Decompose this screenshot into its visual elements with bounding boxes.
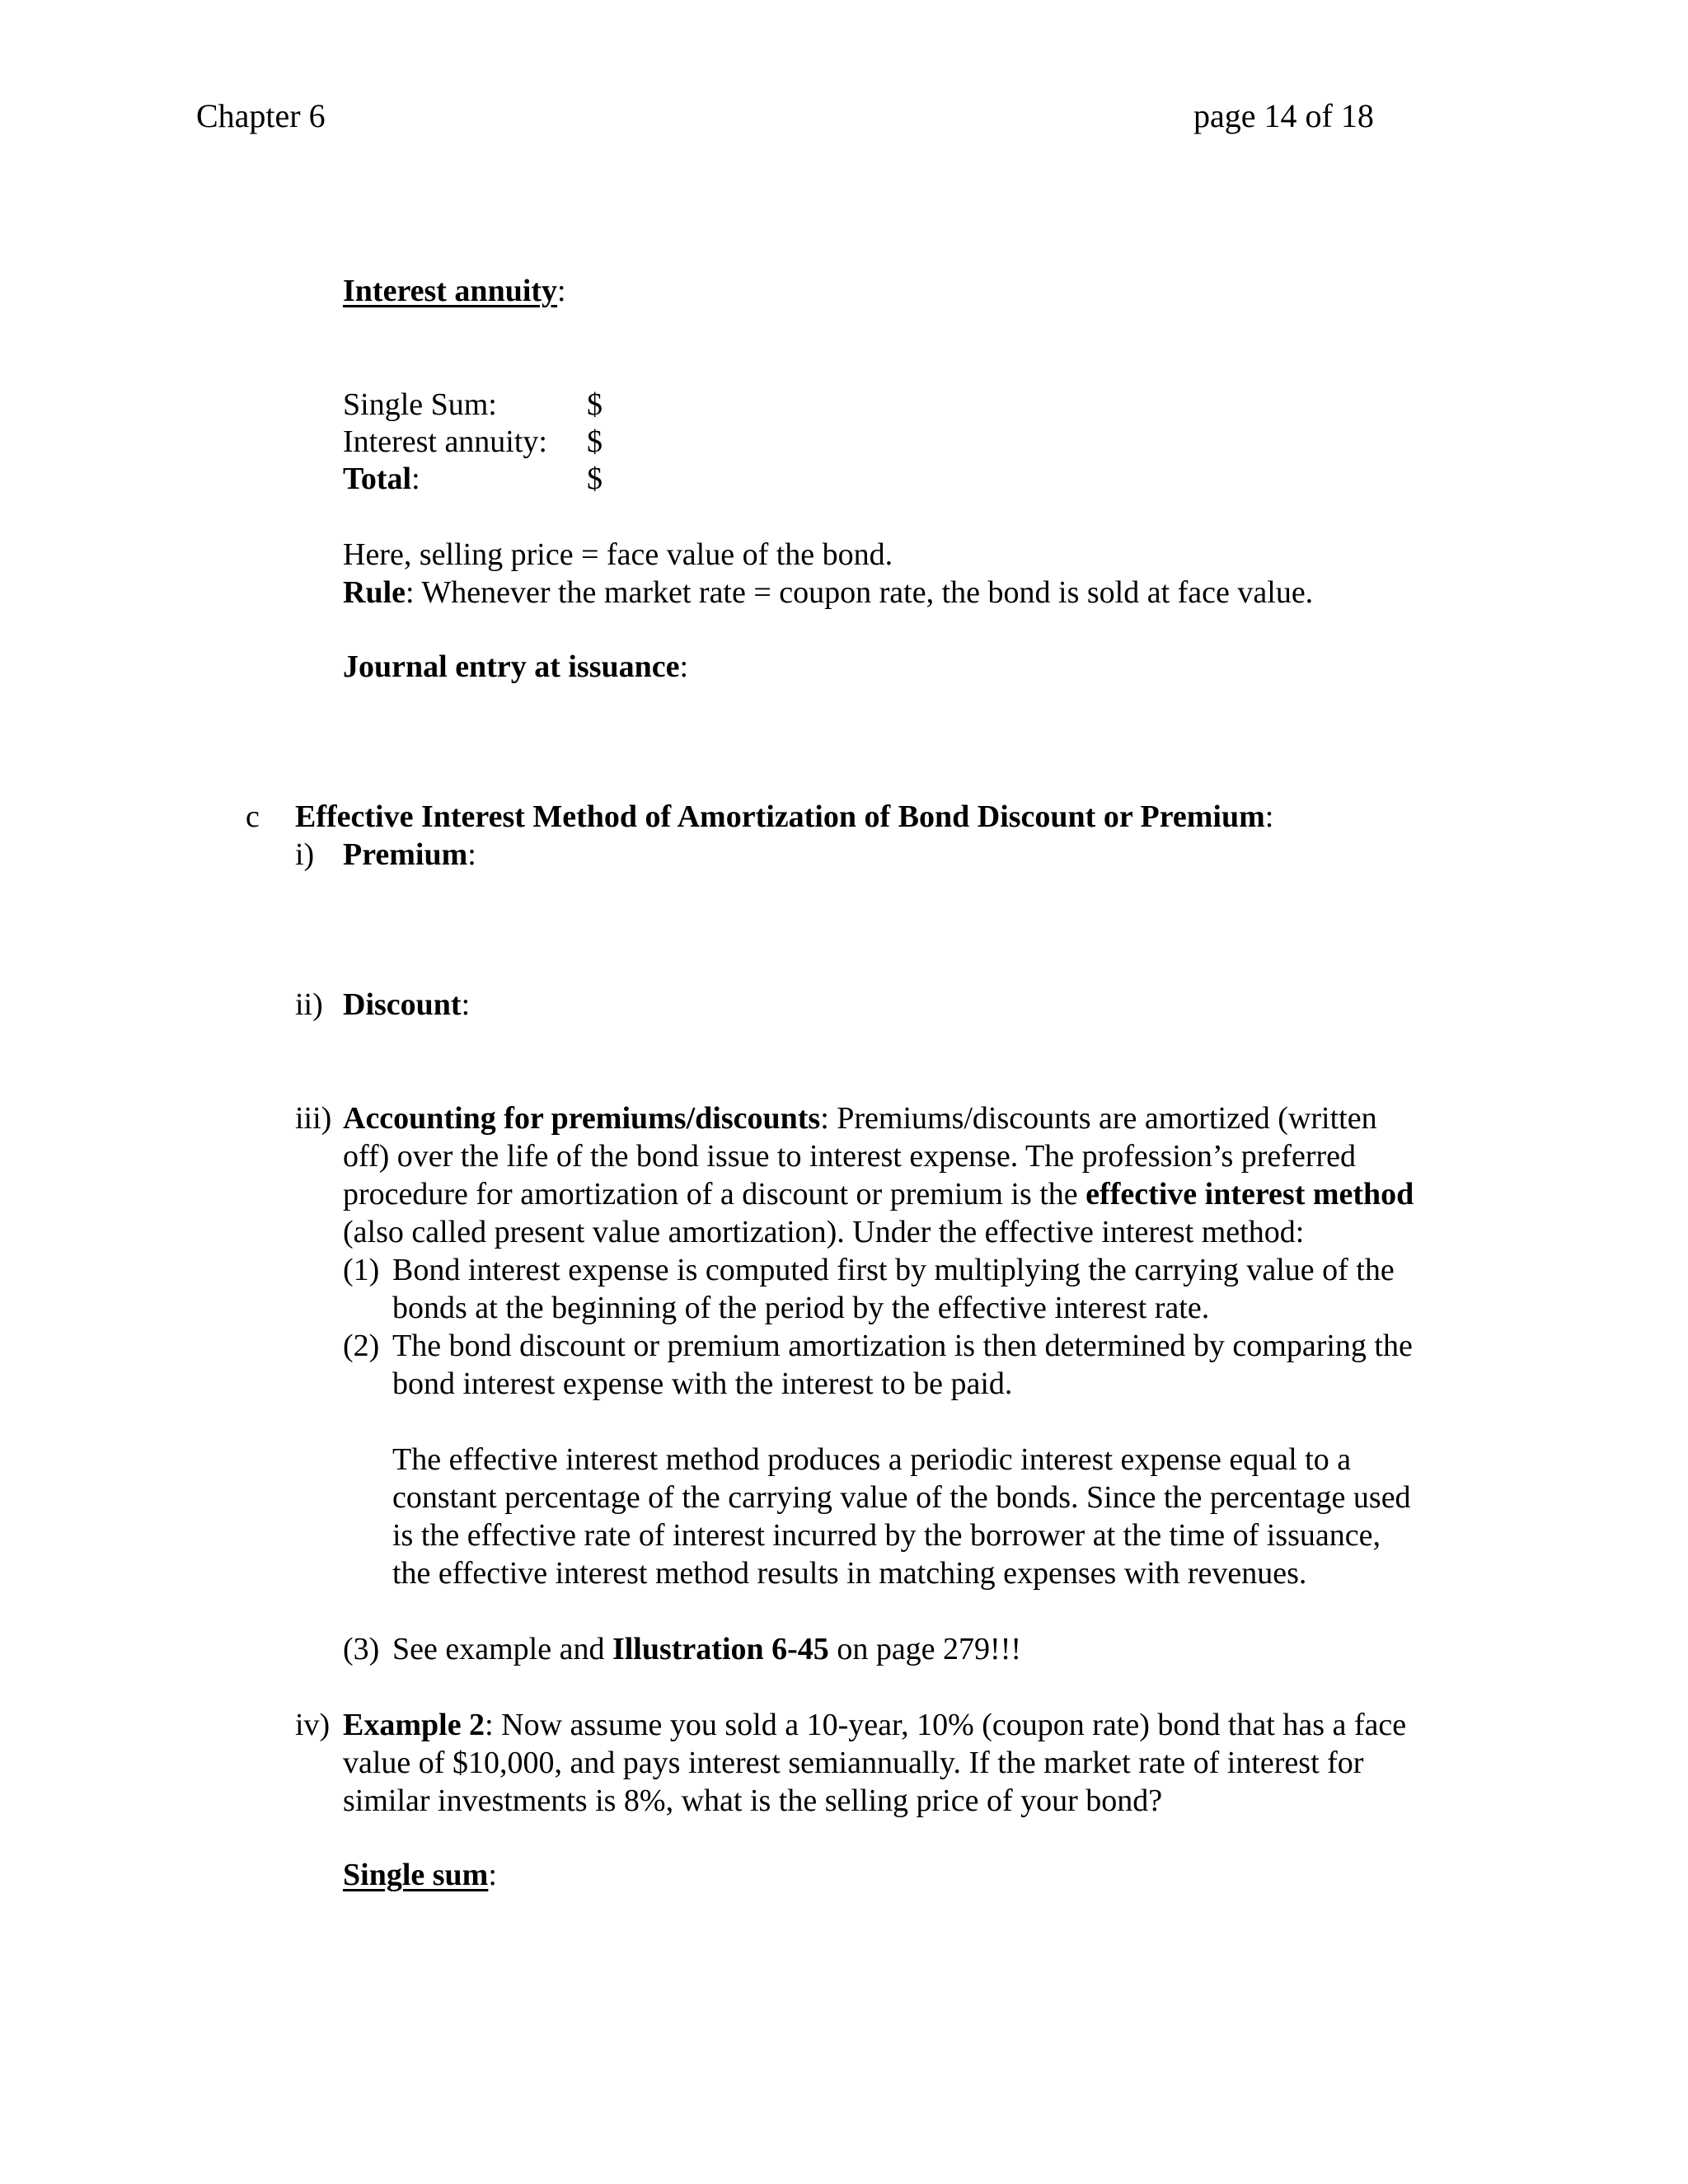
section-c-title	[295, 798, 1273, 836]
premium-heading	[343, 836, 476, 874]
chapter-label: Chapter 6	[196, 97, 326, 134]
step-1-line-1: Bond interest expense is computed first by multiplying the carrying value of the	[392, 1253, 1395, 1287]
interest-annuity-heading-colon: :	[557, 274, 566, 308]
page-number: page 14 of 18	[1193, 97, 1374, 134]
discount-colon: :	[461, 987, 471, 1022]
step-3-text	[392, 1630, 1021, 1668]
total-label-text: Total	[343, 462, 412, 496]
explanation-line-3: is the effective rate of interest incurred by the borrower at the time of issuance,	[392, 1518, 1381, 1553]
summary-row-total-label	[343, 460, 420, 498]
interest-annuity-heading	[343, 272, 566, 310]
step-2-text	[392, 1327, 1413, 1403]
premium-colon: :	[467, 837, 476, 872]
accounting-line-4: (also called present value amortization). Under the effective interest method:	[343, 1215, 1305, 1249]
step-2-line-1: The bond discount or premium amortization is then determined by comparing the	[392, 1329, 1413, 1363]
journal-entry-heading-text: Journal entry at issuance	[343, 649, 680, 684]
total-label-colon: :	[411, 462, 420, 496]
rule-text: : Whenever the market rate = coupon rate, the bond is sold at face value.	[406, 575, 1314, 610]
summary-row-interest-annuity-label: Interest annuity:	[343, 424, 547, 459]
step-3-marker: (3)	[343, 1632, 380, 1666]
effective-method-explanation	[392, 1441, 1411, 1592]
journal-entry-heading	[343, 648, 688, 686]
effective-interest-method-term: effective interest method	[1085, 1177, 1414, 1212]
summary-row-total-value: $	[587, 462, 603, 496]
accounting-line-1	[343, 1099, 1414, 1137]
discount-heading	[343, 986, 470, 1024]
rule-note	[343, 574, 1313, 612]
example-line-3: similar investments is 8%, what is the selling price of your bond?	[343, 1783, 1163, 1818]
explanation-line-2: constant percentage of the carrying value of the bonds. Since the percentage used	[392, 1480, 1411, 1515]
illustration-reference: Illustration 6-45	[612, 1632, 829, 1666]
rule-label: Rule	[343, 575, 406, 610]
accounting-line-2: off) over the life of the bond issue to interest expense. The profession’s preferred	[343, 1139, 1356, 1174]
example-marker: iv)	[295, 1708, 331, 1742]
accounting-label: Accounting for premiums/discounts	[343, 1101, 821, 1136]
accounting-line-3-text: procedure for amortization of a discount or premium is the	[343, 1177, 1086, 1212]
summary-row-single-sum-label: Single Sum:	[343, 387, 497, 422]
step-1-marker: (1)	[343, 1253, 380, 1287]
step-1-text	[392, 1251, 1395, 1327]
example-line-1	[343, 1706, 1406, 1744]
discount-label: Discount	[343, 987, 462, 1022]
single-sum-heading-text: Single sum	[343, 1858, 489, 1892]
accounting-line-3	[343, 1175, 1414, 1213]
example-label: Example 2	[343, 1708, 485, 1742]
explanation-line-1: The effective interest method produces a periodic interest expense equal to a	[392, 1442, 1352, 1477]
step-3-post: on page 279!!!	[828, 1632, 1022, 1666]
section-c-title-colon: :	[1264, 799, 1274, 834]
summary-row-single-sum-value: $	[587, 387, 603, 422]
accounting-line-1-text: : Premiums/discounts are amortized (written	[820, 1101, 1377, 1136]
single-sum-heading-colon: :	[488, 1858, 497, 1892]
accounting-paragraph	[343, 1099, 1414, 1251]
example-2-paragraph	[343, 1706, 1406, 1820]
section-c-marker: c	[246, 799, 260, 834]
step-2-marker: (2)	[343, 1329, 380, 1363]
example-line-1-text: : Now assume you sold a 10-year, 10% (coupon rate) bond that has a face	[485, 1708, 1407, 1742]
journal-entry-heading-colon: :	[679, 649, 689, 684]
interest-annuity-heading-text: Interest annuity	[343, 274, 558, 308]
section-c-title-text: Effective Interest Method of Amortization of Bond Discount or Premium	[295, 799, 1265, 834]
accounting-marker: iii)	[295, 1101, 332, 1136]
step-2-line-2: bond interest expense with the interest to be paid.	[392, 1366, 1013, 1401]
step-1-line-2: bonds at the beginning of the period by the effective interest rate.	[392, 1291, 1210, 1325]
explanation-line-4: the effective interest method results in matching expenses with revenues.	[392, 1556, 1307, 1591]
selling-price-note: Here, selling price = face value of the bond.	[343, 537, 893, 572]
discount-marker: ii)	[295, 987, 323, 1022]
step-3-pre: See example and	[392, 1632, 612, 1666]
single-sum-heading	[343, 1856, 497, 1894]
example-line-2: value of $10,000, and pays interest semiannually. If the market rate of interest for	[343, 1746, 1364, 1780]
premium-marker: i)	[295, 837, 315, 872]
premium-label: Premium	[343, 837, 468, 872]
summary-row-interest-annuity-value: $	[587, 424, 603, 459]
